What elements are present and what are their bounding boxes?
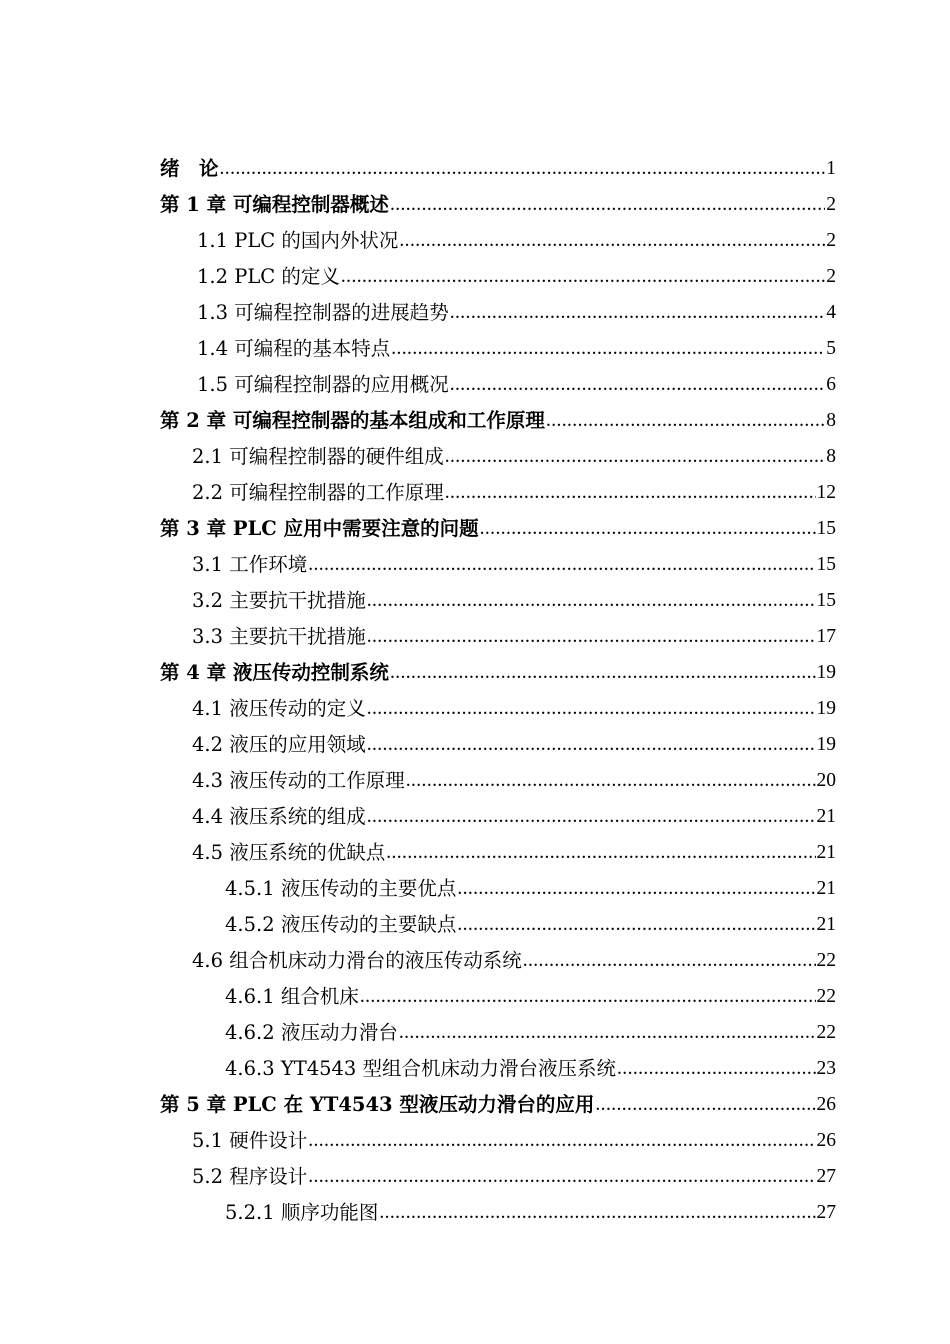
toc-entry-title: 第 2 章 可编程控制器的基本组成和工作原理 — [160, 409, 545, 432]
toc-dot-leader — [595, 1087, 815, 1123]
toc-section-entry[interactable] — [160, 943, 836, 979]
toc-page-number: 22 — [816, 1022, 836, 1043]
toc-dot-leader — [406, 763, 816, 799]
toc-entry-title: 4.3 液压传动的工作原理 — [192, 769, 405, 792]
toc-page-number: 20 — [816, 770, 836, 791]
toc-section-entry[interactable] — [160, 835, 836, 871]
toc-page-number: 26 — [816, 1094, 836, 1115]
toc-page-number: 2 — [826, 266, 836, 287]
toc-chapter-entry[interactable] — [160, 403, 836, 439]
toc-section-entry[interactable] — [160, 583, 836, 619]
toc-page-number: 4 — [826, 302, 836, 323]
toc-dot-leader — [399, 1015, 816, 1051]
toc-page-number: 15 — [816, 554, 836, 575]
toc-chapter-entry[interactable] — [160, 511, 836, 547]
toc-entry-title: 4.2 液压的应用领域 — [192, 733, 366, 756]
toc-entry-title: 2.1 可编程控制器的硬件组成 — [192, 445, 444, 468]
toc-entry-title: 3.1 工作环境 — [192, 553, 308, 576]
toc-page-number: 27 — [816, 1166, 836, 1187]
toc-page-number: 27 — [816, 1202, 836, 1223]
toc-dot-leader — [399, 223, 825, 259]
toc-page-number: 5 — [826, 338, 836, 359]
toc-dot-leader — [360, 979, 816, 1015]
toc-entry-title: 2.2 可编程控制器的工作原理 — [192, 481, 444, 504]
toc-page-number: 2 — [826, 230, 836, 251]
toc-dot-leader — [445, 475, 816, 511]
toc-dot-leader — [390, 187, 825, 223]
toc-entry-title: 1.4 可编程的基本特点 — [197, 337, 391, 360]
toc-entry-title: 4.5 液压系统的优缺点 — [192, 841, 386, 864]
toc-section-entry[interactable] — [160, 367, 836, 403]
toc-dot-leader — [457, 871, 815, 907]
toc-dot-leader — [308, 547, 815, 583]
toc-entry-title: 4.6.3 YT4543 型组合机床动力滑台液压系统 — [225, 1057, 617, 1080]
toc-entry-title: 1.1 PLC 的国内外状况 — [197, 229, 399, 252]
toc-section-entry[interactable] — [160, 619, 836, 655]
toc-entry-title: 第 3 章 PLC 应用中需要注意的问题 — [160, 517, 479, 540]
toc-entry-title: 4.6.2 液压动力滑台 — [225, 1021, 398, 1044]
toc-dot-leader — [308, 1123, 815, 1159]
toc-page-number: 21 — [816, 842, 836, 863]
toc-dot-leader — [480, 511, 816, 547]
toc-page-number: 12 — [816, 482, 836, 503]
toc-dot-leader — [379, 1195, 815, 1231]
toc-dot-leader — [367, 619, 816, 655]
toc-section-entry[interactable] — [160, 331, 836, 367]
toc-entry-title: 5.1 硬件设计 — [192, 1129, 308, 1152]
toc-chapter-entry[interactable] — [160, 187, 836, 223]
toc-entry-title: 第 5 章 PLC 在 YT4543 型液压动力滑台的应用 — [160, 1093, 595, 1116]
toc-entry-title: 3.3 主要抗干扰措施 — [192, 625, 366, 648]
toc-page-number: 19 — [816, 698, 836, 719]
toc-entry-title: 4.6.1 组合机床 — [225, 985, 359, 1008]
toc-section-entry[interactable] — [160, 691, 836, 727]
toc-page-number: 17 — [816, 626, 836, 647]
toc-page-number: 8 — [826, 446, 836, 467]
toc-entry-title: 4.6 组合机床动力滑台的液压传动系统 — [192, 949, 522, 972]
toc-entry-title: 绪 论 — [160, 157, 219, 180]
toc-page-number: 21 — [816, 806, 836, 827]
toc-chapter-entry[interactable] — [160, 1087, 836, 1123]
toc-dot-leader — [341, 259, 825, 295]
toc-page-number: 19 — [816, 662, 836, 683]
toc-entry-title: 4.5.2 液压传动的主要缺点 — [225, 913, 457, 936]
toc-subsection-entry[interactable] — [160, 907, 836, 943]
toc-entry-title: 4.5.1 液压传动的主要优点 — [225, 877, 457, 900]
toc-chapter-entry[interactable] — [160, 151, 836, 187]
toc-dot-leader — [450, 367, 826, 403]
toc-entry-title: 3.2 主要抗干扰措施 — [192, 589, 366, 612]
toc-entry-title: 1.3 可编程控制器的进展趋势 — [197, 301, 449, 324]
toc-subsection-entry[interactable] — [160, 979, 836, 1015]
toc-dot-leader — [450, 295, 826, 331]
toc-section-entry[interactable] — [160, 799, 836, 835]
toc-entry-title: 1.5 可编程控制器的应用概况 — [197, 373, 449, 396]
toc-page-number: 23 — [816, 1058, 836, 1079]
toc-dot-leader — [617, 1051, 815, 1087]
toc-entry-title: 1.2 PLC 的定义 — [197, 265, 340, 288]
toc-dot-leader — [220, 151, 826, 187]
toc-subsection-entry[interactable] — [160, 1051, 836, 1087]
toc-section-entry[interactable] — [160, 475, 836, 511]
toc-page-number: 8 — [826, 410, 836, 431]
toc-page-number: 6 — [826, 374, 836, 395]
toc-subsection-entry[interactable] — [160, 871, 836, 907]
toc-dot-leader — [391, 331, 825, 367]
toc-section-entry[interactable] — [160, 547, 836, 583]
toc-section-entry[interactable] — [160, 1159, 836, 1195]
toc-entry-title: 4.1 液压传动的定义 — [192, 697, 366, 720]
toc-dot-leader — [308, 1159, 815, 1195]
toc-page-number: 22 — [816, 950, 836, 971]
toc-page-number: 15 — [816, 590, 836, 611]
toc-dot-leader — [546, 403, 825, 439]
toc-dot-leader — [390, 655, 816, 691]
toc-subsection-entry[interactable] — [160, 1195, 836, 1231]
toc-section-entry[interactable] — [160, 439, 836, 475]
toc-section-entry[interactable] — [160, 259, 836, 295]
toc-page-number: 21 — [816, 878, 836, 899]
toc-dot-leader — [445, 439, 826, 475]
toc-page-number: 26 — [816, 1130, 836, 1151]
toc-subsection-entry[interactable] — [160, 1015, 836, 1051]
toc-dot-leader — [367, 799, 816, 835]
toc-entry-title: 第 1 章 可编程控制器概述 — [160, 193, 389, 216]
toc-dot-leader — [367, 727, 816, 763]
toc-page-number: 21 — [816, 914, 836, 935]
toc-dot-leader — [523, 943, 816, 979]
table-of-contents — [160, 151, 836, 1231]
toc-page-number: 2 — [826, 194, 836, 215]
toc-entry-title: 4.4 液压系统的组成 — [192, 805, 366, 828]
toc-page-number: 19 — [816, 734, 836, 755]
toc-page-number: 1 — [826, 158, 836, 179]
toc-section-entry[interactable] — [160, 295, 836, 331]
toc-chapter-entry[interactable] — [160, 655, 836, 691]
toc-section-entry[interactable] — [160, 763, 836, 799]
toc-entry-title: 第 4 章 液压传动控制系统 — [160, 661, 389, 684]
toc-page-number: 22 — [816, 986, 836, 1007]
toc-dot-leader — [367, 583, 816, 619]
toc-entry-title: 5.2.1 顺序功能图 — [225, 1201, 379, 1224]
toc-section-entry[interactable] — [160, 727, 836, 763]
toc-dot-leader — [386, 835, 815, 871]
toc-dot-leader — [367, 691, 816, 727]
toc-section-entry[interactable] — [160, 223, 836, 259]
toc-entry-title: 5.2 程序设计 — [192, 1165, 308, 1188]
toc-dot-leader — [457, 907, 815, 943]
toc-section-entry[interactable] — [160, 1123, 836, 1159]
toc-page-number: 15 — [816, 518, 836, 539]
